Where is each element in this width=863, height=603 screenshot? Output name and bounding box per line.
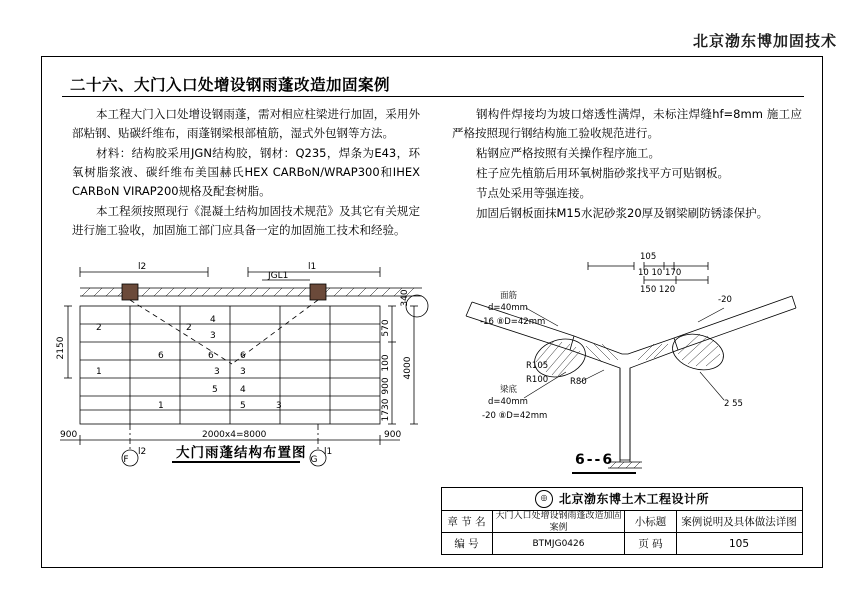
- note-top-3: -16 ⑧D=42mm: [480, 317, 546, 327]
- title-block-value-number: BTMJG0426: [493, 533, 625, 555]
- title-block-label-chapter: 章 节 名: [441, 511, 493, 532]
- grid-num: 4: [210, 315, 216, 325]
- paragraph-right-5: 加固后钢板面抹M15水泥砂浆20厚及钢梁刷防锈漆保护。: [476, 206, 769, 220]
- grid-num: 5: [240, 401, 246, 411]
- dim-2150: 2150: [56, 336, 66, 360]
- paragraph-right-4: 节点处采用等强连接。: [476, 186, 591, 200]
- grid-num: 5: [212, 385, 218, 395]
- grid-num: 1: [96, 367, 102, 377]
- header-brand: 北京渤东博加固技术: [692, 32, 837, 50]
- paragraph-left-2: 材料：结构胶采用JGN结构胶，钢材：Q235，焊条为E43，环氧树脂浆液、碳纤维布美国赫氏HEX CARBoN/WRAP300和IHEX CARBoN VIRAP200规格及配套树脂。: [72, 146, 420, 198]
- title-block-label-number: 编 号: [441, 533, 493, 555]
- note-left-2: d=40mm: [488, 397, 528, 407]
- text-column-left: [72, 105, 420, 241]
- note-top-2: d=40mm: [488, 303, 528, 313]
- dim-105: 105: [640, 252, 657, 262]
- dim-900: 900: [381, 377, 391, 395]
- note-left-1: 梁底: [500, 385, 518, 395]
- dim-340: 340: [400, 289, 410, 307]
- dim-1730: 1730: [381, 398, 391, 422]
- grid-num: 3: [210, 331, 216, 341]
- label-left-offset: 900: [60, 430, 78, 440]
- label-jgl1: JGL1: [268, 271, 289, 281]
- grid-num: 2: [186, 323, 192, 333]
- label-minus-20: -20: [718, 295, 732, 305]
- title-block-row: [441, 511, 803, 533]
- label-l1-top: l1: [308, 262, 317, 272]
- dim-255: 2 55: [724, 399, 743, 409]
- drawing-left-caption-underline: [172, 461, 300, 463]
- label-r80: R80: [570, 377, 587, 387]
- grid-num: 6: [240, 351, 246, 361]
- label-l2-top: l2: [138, 262, 147, 272]
- page-title: 二十六、大门入口处增设钢雨蓬改造加固案例: [70, 76, 391, 94]
- drawing-right-caption-underline: [572, 472, 636, 474]
- grid-num: 1: [158, 401, 164, 411]
- dim-4000: 4000: [403, 356, 413, 380]
- title-block-label-subtitle: 小标题: [625, 511, 677, 532]
- paragraph-right-1: 钢构件焊接均为坡口熔透性满焊，未标注焊缝hf=8mm 施工应严格按照现行钢结构施工验收规范进行。: [452, 107, 802, 140]
- label-r100: R100: [526, 375, 549, 385]
- title-block-value-chapter: 大门入口处增设钢雨蓬改造加固案例: [493, 511, 625, 532]
- axis-bubble-f: F: [123, 455, 129, 465]
- grid-num: 6: [158, 351, 164, 361]
- title-block-header: [441, 487, 803, 511]
- label-right-offset: 900: [384, 430, 402, 440]
- axis-bubble-g: G: [310, 455, 318, 465]
- paragraph-left-1: 本工程大门入口处增设钢雨蓬，需对相应柱梁进行加固，采用外部粘钢、贴碳纤维布，雨蓬钢梁根部植筋，湿式外包钢等方法。: [72, 107, 420, 140]
- title-block-row: [441, 533, 803, 555]
- company-logo-icon: ◎: [535, 490, 553, 508]
- title-block-org: 北京渤东博土木工程设计所: [558, 492, 709, 506]
- text-column-right: [452, 105, 802, 224]
- grid-num: 3: [240, 367, 246, 377]
- label-l2-bottom: l2: [138, 447, 147, 457]
- label-span-total: 2000x4=8000: [202, 430, 267, 440]
- dim-100: 100: [381, 354, 391, 372]
- note-left-3: -20 ⑧D=42mm: [482, 411, 548, 421]
- title-block-value-page: 105: [728, 538, 750, 550]
- drawing-left-caption: 大门雨蓬结构布置图: [176, 445, 307, 461]
- label-l1-bottom: l1: [324, 447, 333, 457]
- grid-num: 2: [96, 323, 102, 333]
- dim-570: 570: [381, 319, 391, 337]
- grid-num: 6: [208, 351, 214, 361]
- label-r105: R105: [526, 361, 549, 371]
- note-top-1: 面筋: [500, 291, 518, 301]
- paragraph-right-3: 柱子应先植筋后用环氧树脂砂浆找平方可贴钢板。: [476, 166, 729, 180]
- dim-150-120: 150 120: [640, 285, 676, 295]
- title-block-value-subtitle: 案例说明及具体做法详图: [681, 515, 797, 528]
- dim-10-10-170: 10 10 170: [638, 268, 682, 278]
- paragraph-right-2: 粘钢应严格按照有关操作程序施工。: [476, 146, 660, 160]
- grid-num: 3: [214, 367, 220, 377]
- grid-num: 4: [240, 385, 246, 395]
- drawing-right-caption: 6--6: [575, 452, 615, 468]
- title-divider: [62, 96, 804, 97]
- drawing-canopy-layout: [56, 258, 452, 468]
- paragraph-left-3: 本工程须按照现行《混凝土结构加固技术规范》及其它有关规定进行施工验收，加固施工部门应具备一定的加固施工技术和经验。: [72, 204, 420, 237]
- drawing-detail-6-6: [462, 250, 802, 480]
- title-block-label-page: 页 码: [625, 533, 677, 555]
- grid-num: 3: [276, 401, 282, 411]
